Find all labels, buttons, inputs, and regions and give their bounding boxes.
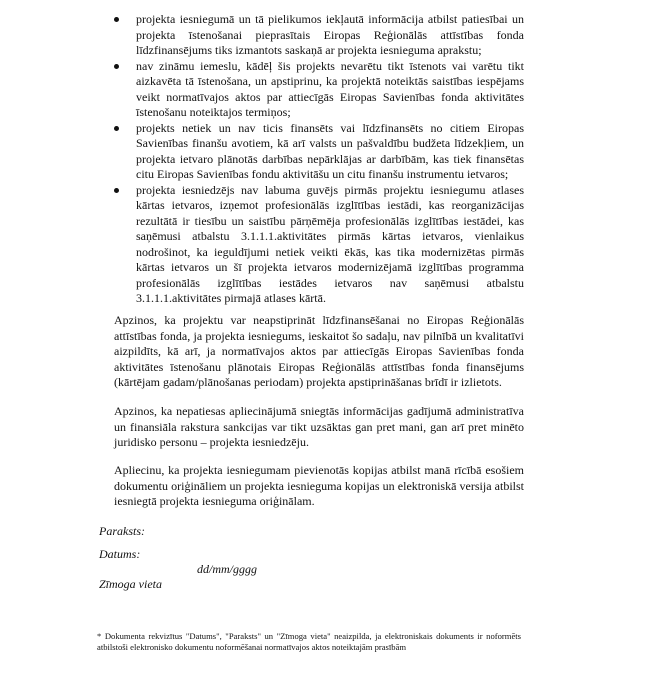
bullet-text: projekta iesniegumā un tā pielikumos iekļautā informācija atbilst patiesībai un projekta īstenošanai pieprasītais Eiropas Reģionālās attīstības fonda līdzfinansējums tiks izmantots saskaņā ar projekta iesnieguma aprakstu; — [136, 12, 524, 57]
date-label: Datums: — [99, 547, 141, 561]
paragraph-sanctions: Apzinos, ka nepatiesas apliecinājumā sniegtās informācijas gadījumā administratīva un finansiāla rakstura sankcijas var tikt uzsāktas gan pret mani, gan arī pret minēto juridisko personu – projekta iesniedzēju. — [114, 404, 524, 449]
stamp-place-label: Zīmoga vieta — [99, 577, 162, 591]
declaration-bullet-list — [114, 12, 524, 307]
date-format-hint: dd/mm/gggg — [197, 562, 257, 576]
bullet-dot-icon — [114, 188, 119, 193]
bullet-dot-icon — [114, 126, 119, 131]
bullet-dot-icon — [114, 64, 119, 69]
bullet-item-3 — [114, 121, 524, 183]
bullet-item-4 — [114, 183, 524, 307]
footnote: * Dokumenta rekvizītus "Datums", "Paraksts" un "Zīmoga vieta" neaizpilda, ja elektroniskais dokuments ir noformēts atbilstoši elektronisko dokumentu noformēšanai normatīvajos aktos noteiktajām prasībām — [97, 631, 521, 652]
bullet-item-2 — [114, 59, 524, 121]
bullet-text: nav zināmu iemeslu, kādēļ šis projekts nevarētu tikt īstenots vai varētu tikt aizkavēta tā īstenošana, un apstiprinu, ka projektā noteiktās saistības iespējams veikt normatīvajos aktos par attiecīgās Eiropas Savienības fonda aktivitātes īstenošanu noteiktajos termiņos; — [136, 58, 524, 119]
bullet-text: projekta iesniedzējs nav labuma guvējs pirmās projektu iesniegumu atlases kārtas ietvaros, izņemot profesionālās izglītības iestādi, kas reorganizācijas rezultātā ir tiesību un saistību pārņēmēja profesionālās izglītības iestādei, kas saņēmusi atbalstu 3.1.1.1.aktivitātes pirmās kārtas ietvaros, vienlaikus nodrošinot, ka ieguldījumi netiek veikti ēkās, kas tika modernizētas pirmās kārtas ietvaros un šī projekta ietvaros modernizējamā izglītības programma profesionālās izglītības iestādes ietvaros nav saņēmusi atbalstu 3.1.1.1.aktivitātes pirmajā atlases kārtā. — [136, 182, 524, 305]
bullet-text: projekts netiek un nav ticis finansēts vai līdzfinansēts no citiem Eiropas Savienības finanšu avotiem, kā arī valsts un pašvaldību budžeta līdzekļiem, un projekta ietvaro plānotās darbības nepārklājas ar darbībām, kas tiek finansētas citu Eiropas Savienības fondu aktivitāšu un citu finanšu instrumentu ietvaros; — [136, 120, 524, 181]
signature-label: Paraksts: — [99, 524, 145, 538]
paragraph-copies-certification: Apliecinu, ka projekta iesniegumam pievienotās kopijas atbilst manā rīcībā esošiem dokumentu oriģināliem un projekta iesnieguma kopijas un elektroniskā versija atbilst iesniegtā projekta iesnieguma oriģinālam. — [114, 463, 524, 508]
bullet-item-1 — [114, 12, 524, 59]
bullet-dot-icon — [114, 17, 119, 22]
paragraph-funding-rejection: Apzinos, ka projektu var neapstiprināt līdzfinansēšanai no Eiropas Reģionālās attīstības fonda, ja projekta iesniegums, ieskaitot šo sadaļu, nav pilnībā un kvalitatīvi aizpildīts, kā arī, ja normatīvajos aktos par attiecīgās Eiropas Savienības fonda aktivitātes īstenošanu plānotais Eiropas Reģionālās attīstības fonda finansējums (kārtējam gadam/plānošanas periodam) projekta apstiprināšanas brīdī ir izlietots. — [114, 313, 524, 389]
